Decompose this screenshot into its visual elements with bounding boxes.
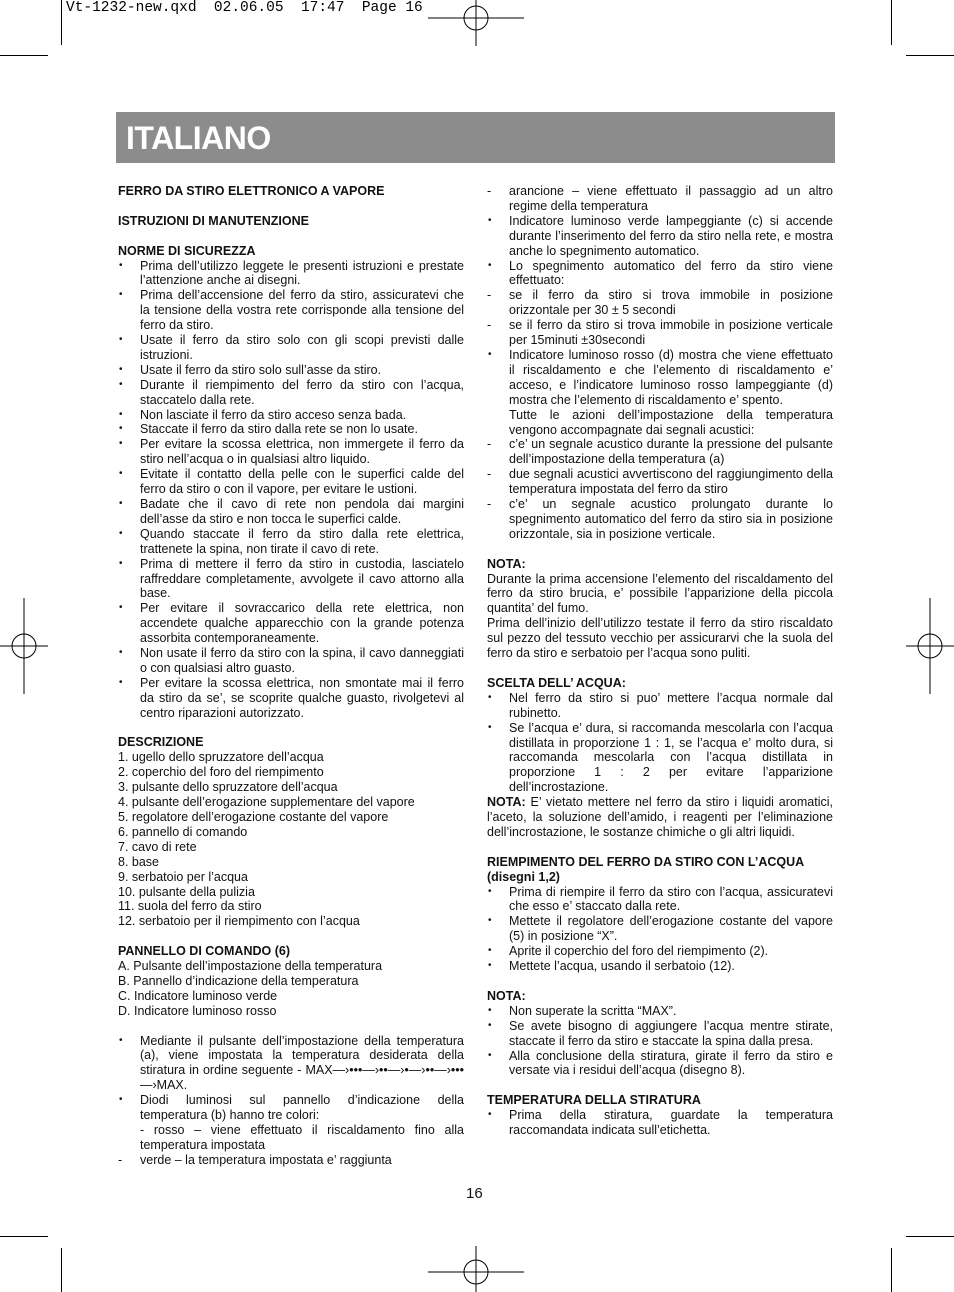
list-subitem: - rosso – viene effettuato il riscaldamento fino alla temperatura impostata bbox=[140, 1123, 464, 1152]
heading: ISTRUZIONI DI MANUTENZIONE bbox=[118, 213, 309, 228]
registration-mark-top bbox=[428, 0, 524, 46]
heading: NORME DI SICUREZZA bbox=[118, 243, 256, 258]
list-item: 7. cavo di rete bbox=[118, 839, 197, 854]
list-item: • Diodi luminosi sul pannello d’indicazione della temperatura (b) hanno tre colori: bbox=[119, 1093, 464, 1123]
list-item: B. Pannello d’indicazione della temperatura bbox=[118, 973, 359, 988]
list-item: • Prima dell’utilizzo leggete le presenti istruzioni e prestate l’attenzione anche ai disegni. bbox=[119, 258, 464, 288]
crop-mark bbox=[906, 55, 954, 56]
safety-list bbox=[118, 259, 464, 721]
registration-mark-right bbox=[906, 598, 954, 694]
registration-mark-left bbox=[0, 598, 48, 694]
list-item: 11. suola del ferro da stiro bbox=[118, 899, 262, 914]
list-item: 2. coperchio del foro del riempimento bbox=[118, 765, 324, 780]
left-column bbox=[118, 184, 464, 1168]
list-item: • Indicatore luminoso verde lampeggiante (c) si accende durante l’inserimento del ferro da stiro nella rete, e mostra anche lo spegnimento automatico. bbox=[488, 213, 833, 258]
list-item: - due segnali acustici avvertiscono del raggiungimento della temperatura impostata del ferro da stiro bbox=[487, 467, 833, 497]
list-item: - c’e’ un segnale acustico prolungato durante lo spegnimento automatico del ferro da stiro sia in posizione orizzontale, sia in posizione verticale. bbox=[487, 497, 833, 541]
heading: FERRO DA STIRO ELETTRONICO A VAPORE bbox=[118, 184, 385, 198]
page-title: ITALIANO bbox=[126, 120, 271, 156]
crop-mark bbox=[891, 0, 892, 45]
heading: NOTA: bbox=[487, 988, 526, 1003]
list-item: • Per evitare la scossa elettrica, non immergete il ferro da stiro nell’acqua o in qualsiasi altro liquido. bbox=[119, 437, 464, 467]
list-item: 4. pulsante dell’erogazione supplementare del vapore bbox=[118, 795, 415, 810]
list-item: • Quando staccate il ferro da stiro dalla rete elettrica, trattenete la spina, non tirate il cavo di rete. bbox=[119, 526, 464, 556]
list-item: • Badate che il cavo di rete non pendola dai margini dell’asse da stiro e non tocca le superfici calde. bbox=[119, 497, 464, 526]
list-item: - se il ferro da stiro si trova immobile in posizione verticale per 15minuti ±30secondi bbox=[487, 318, 833, 348]
list-item: • Usate il ferro da stiro solo con gli scopi previsti dalle istruzioni. bbox=[119, 333, 464, 362]
list-item: - verde – la temperatura impostata e’ raggiunta bbox=[118, 1152, 392, 1167]
registration-mark-bottom bbox=[428, 1246, 524, 1292]
crop-mark bbox=[0, 1236, 48, 1237]
heading: PANNELLO DI COMANDO (6) bbox=[118, 944, 290, 959]
list-item: • Prima dell’accensione del ferro da stiro, assicuratevi che la tensione della vostra rete corrisponde alla tensione del ferro da stiro. bbox=[119, 288, 464, 333]
list-item: • Mettete l’acqua, usando il serbatoio (12). bbox=[488, 959, 735, 974]
list-item: • Prima di mettere il ferro da stiro in custodia, lasciatelo raffreddare completamente, avvolgete il cavo attorno alla base. bbox=[119, 556, 464, 601]
list-item: 8. base bbox=[118, 854, 160, 869]
list-item: • Non superate la scritta “MAX”. bbox=[488, 1003, 677, 1018]
page-number: 16 bbox=[466, 1185, 483, 1202]
list-item: • Staccate il ferro da stiro dalla rete se non lo usate. bbox=[119, 422, 418, 437]
paragraph: Durante la prima accensione l’elemento del riscaldamento del ferro da stiro brucia, e’ possibile l’apparizione della piccola quantita’ del fumo. bbox=[487, 571, 833, 616]
list-item: • Evitate il contatto della pelle con le superfici calde del ferro da stiro o con il vapore, per evitare le ustioni. bbox=[119, 467, 464, 497]
list-item: • Per evitare la scossa elettrica, non smontate mai il ferro da stiro da se’, se scoprite qualche guasto, rivolgetevi al centro riparazioni autorizzato. bbox=[119, 675, 464, 720]
title-banner bbox=[116, 112, 835, 163]
list-item: D. Indicatore luminoso rosso bbox=[118, 1003, 277, 1018]
crop-mark bbox=[0, 55, 48, 56]
crop-mark bbox=[891, 1248, 892, 1292]
heading: DESCRIZIONE bbox=[118, 735, 204, 750]
right-column bbox=[487, 184, 833, 1138]
list-item: 6. pannello di comando bbox=[118, 824, 248, 839]
list-item: • Alla conclusione della stiratura, girate il ferro da stiro e versate via i residui dell’acqua (disegno 8). bbox=[488, 1048, 833, 1078]
list-item: A. Pulsante dell’impostazione della temperatura bbox=[118, 959, 383, 974]
list-item: 3. pulsante dello spruzzatore dell’acqua bbox=[118, 780, 338, 795]
list-item: 10. pulsante della pulizia bbox=[118, 884, 255, 899]
list-item: • Nel ferro da stiro si puo’ mettere l’acqua normale dal rubinetto. bbox=[488, 690, 833, 720]
heading: NOTA: bbox=[487, 556, 526, 571]
list-item: • Se l’acqua e’ dura, si raccomanda mescolarla con l’acqua distillata in proporzione 1 : 1, se l’acqua e’ molto dura, si raccomanda mescolarla con l’acqua distillata in proporzione 1 : 2 per evitare l’apparizione dell’incrostazione. bbox=[488, 720, 833, 795]
paragraph: NOTA: E’ vietato mettere nel ferro da stiro i liquidi aromatici, l’aceto, la soluzione dell’amido, i reagenti per l’eliminazione dell’incrostazione, le sostanze chimiche o gli altri liquidi. bbox=[487, 795, 833, 839]
heading: SCELTA DELL’ ACQUA: bbox=[487, 675, 626, 690]
crop-mark bbox=[61, 0, 62, 45]
list-item: • Se avete bisogno di aggiungere l’acqua mentre stirate, staccate il ferro da stiro e staccate la spina dalla presa. bbox=[488, 1018, 833, 1048]
list-item: • Mettete il regolatore dell’erogazione costante del vapore (5) in posizione “X”. bbox=[488, 914, 833, 944]
list-item: 12. serbatoio per il riempimento con l’acqua bbox=[118, 914, 360, 929]
list-item: • Durante il riempimento del ferro da stiro con l’acqua, staccatelo dalla rete. bbox=[119, 377, 464, 407]
list-item: • Prima della stiratura, guardate la temperatura raccomandata indicata sull’etichetta. bbox=[488, 1108, 833, 1138]
list-item: - c’e’ un segnale acustico durante la pressione del pulsante dell’impostazione della temperatura (a) bbox=[487, 437, 833, 467]
list-item: C. Indicatore luminoso verde bbox=[118, 988, 278, 1003]
description-list bbox=[118, 750, 464, 929]
heading: RIEMPIMENTO DEL FERRO DA STIRO CON L’ACQUA (disegni 1,2) bbox=[487, 854, 804, 884]
panel-list bbox=[118, 959, 464, 1019]
list-item: • Aprite il coperchio del foro del riempimento (2). bbox=[488, 944, 769, 959]
list-item: • Usate il ferro da stiro solo sull’asse da stiro. bbox=[119, 362, 382, 377]
paragraph: Tutte le azioni dell’impostazione della temperatura vengono accompagnate dai segnali acustici: bbox=[509, 407, 833, 437]
crop-mark bbox=[906, 1236, 954, 1237]
list-item: • Indicatore luminoso rosso (d) mostra che viene effettuato il riscaldamento e che l’elemento di riscaldamento e’ acceso, e l’indicatore luminoso rosso lampeggiante (d) mostra che l’elemento di riscaldamento e’ spento. bbox=[488, 347, 833, 407]
list-item: • Non lasciate il ferro da stiro acceso senza bada. bbox=[119, 407, 407, 422]
crop-mark bbox=[61, 1248, 62, 1292]
list-item: • Mediante il pulsante dell’impostazione della temperatura (a), viene impostata la temperatura desiderata della stiratura in ordine seguente - MAX—›•••—›••—›•—›••—›•••—›MAX. bbox=[119, 1033, 464, 1093]
list-item: • Prima di riempire il ferro da stiro con l’acqua, assicuratevi che esso e’ staccato dalla rete. bbox=[488, 884, 833, 914]
list-item: • Per evitare il sovraccarico della rete elettrica, non accendete qualche apparecchio con la grande potenza assorbita contemporaneamente. bbox=[119, 601, 464, 646]
paragraph: Prima dell’inizio dell’utilizzo testate il ferro da stiro riscaldato sul pezzo del tessuto vecchio per assicurarvi che la suola del ferro da stiro e serbatoio per l’acqua sono puliti. bbox=[487, 616, 833, 661]
list-item: • Lo spegnimento automatico del ferro da stiro viene effettuato: bbox=[488, 258, 833, 288]
list-item: 1. ugello dello spruzzatore dell’acqua bbox=[118, 750, 324, 765]
file-slug: Vt-1232-new.qxd 02.06.05 17:47 Page 16 bbox=[66, 0, 423, 16]
list-item: 5. regolatore dell’erogazione costante del vapore bbox=[118, 810, 389, 825]
list-item: - se il ferro da stiro si trova immobile in posizione orizzontale per 30 ± 5 secondi bbox=[487, 288, 833, 318]
heading: TEMPERATURA DELLA STIRATURA bbox=[487, 1093, 701, 1108]
list-item: 9. serbatoio per l’acqua bbox=[118, 869, 248, 884]
list-item: - arancione – viene effettuato il passaggio ad un altro regime della temperatura bbox=[487, 184, 833, 213]
list-item: • Non usate il ferro da stiro con la spina, il cavo danneggiati o con qualsiasi altro guasto. bbox=[119, 646, 464, 675]
